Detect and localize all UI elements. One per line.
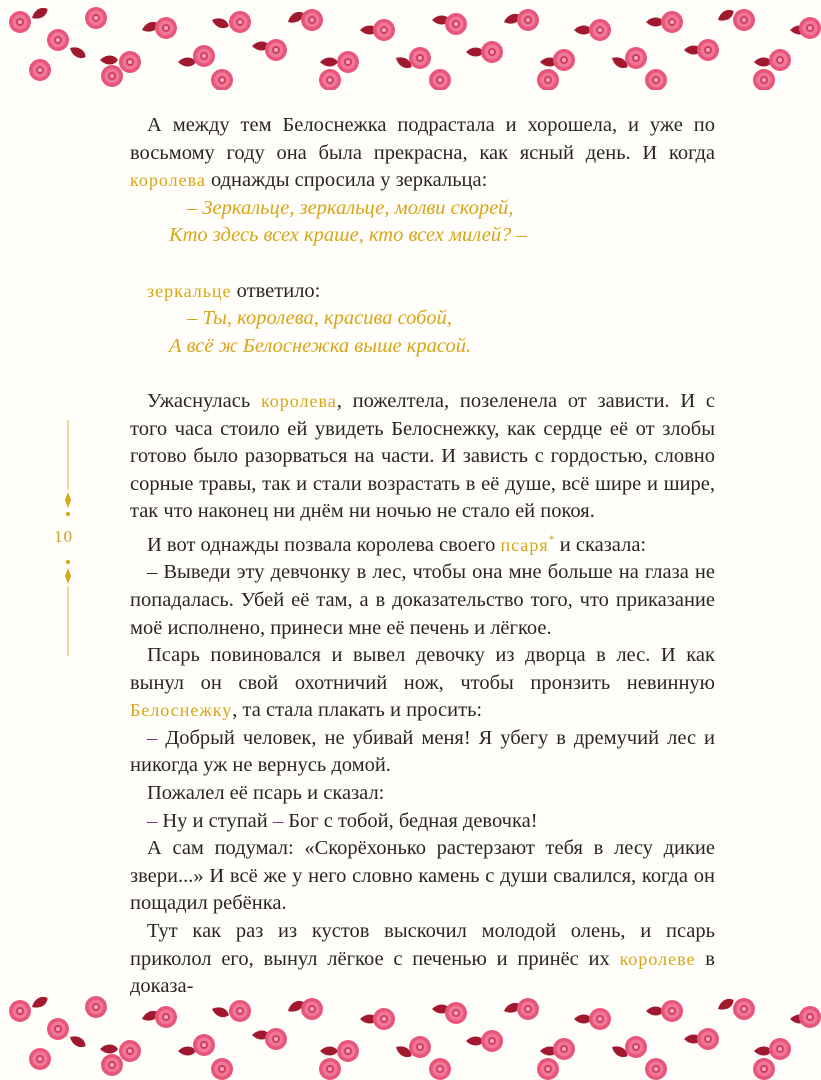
footnote-mark: * bbox=[548, 531, 555, 546]
poem bbox=[130, 195, 715, 250]
paragraph: Псарь повиновался и вывел девочку из дворца в лес. И как вынул он свой охотничий нож, чтобы пронзить невинную Белоснежку, та стала плакать и просить: bbox=[130, 644, 715, 722]
vertical-flourish-icon bbox=[62, 556, 74, 656]
page-number: 10 bbox=[54, 527, 73, 546]
paragraph: Пожалел её псарь и сказал: bbox=[147, 782, 385, 805]
paragraph: – Добрый человек, не убивай меня! Я убегу в дремучий лес и никогда уж не вернусь домой. bbox=[130, 726, 715, 777]
paragraph: И вот однажды позвала королева своего псаря* и сказала: bbox=[147, 531, 647, 556]
vertical-flourish-icon bbox=[62, 420, 74, 520]
rose-garland-icon bbox=[0, 985, 821, 1080]
paragraph: Тут как раз из кустов выскочил молодой олень, и псарь приколол его, вынул лёгкое с печенью и принёс их королеве в доказа- bbox=[130, 920, 715, 998]
paragraph: зеркальце ответило: bbox=[147, 279, 321, 302]
poem-line: Кто здесь всех краше, кто всех милей? – bbox=[169, 224, 527, 247]
paragraph: – Выведи эту девчонку в лес, чтобы она мне больше на глаза не попадалась. Убей её там, а в доказательство того, что приказание моё исполнено, принеси мне её печень и лёгкое. bbox=[130, 561, 715, 639]
name-highlight: зеркальце bbox=[147, 280, 232, 301]
name-highlight: псаря bbox=[500, 534, 549, 555]
paragraph: – Ну и ступай – Бог с тобой, бедная девочка! bbox=[147, 809, 538, 832]
paragraph: Ужаснулась королева, пожелтела, позеленела от зависти. И с того часа стоило ей увидеть Белоснежку, как сердце её от злобы готово было разорваться на части. И зависть с гордостью, словно сорные травы, так и стали возрастать в её душе, всё шире и шире, так что наконец ни днём ни ночью не стало ей покоя. bbox=[130, 389, 715, 523]
poem-line: – Ты, королева, красива собой, bbox=[187, 307, 452, 330]
poem-line: – Зеркальце, зеркальце, молви скорей, bbox=[187, 196, 514, 219]
name-highlight: Белоснежку bbox=[130, 700, 233, 721]
bottom-rose-border bbox=[0, 985, 821, 1080]
paragraph: А сам подумал: «Скорёхонько растерзают тебя в лесу дикие звери...» И всё же у него словно камень с души свалился, когда он пощадил ребёнка. bbox=[130, 837, 715, 915]
name-highlight: королева bbox=[130, 170, 206, 191]
poem-line: А всё ж Белоснежка выше красой. bbox=[169, 334, 472, 357]
rose-garland-icon bbox=[0, 0, 821, 90]
paragraph: А между тем Белоснежка подрастала и хорошела, и уже по восьмому году она была прекрасна, как ясный день. И когда королева однажды спросила у зеркальца: bbox=[130, 114, 715, 192]
top-rose-border bbox=[0, 0, 821, 90]
story-text bbox=[130, 112, 715, 1001]
poem bbox=[130, 305, 715, 360]
name-highlight: королева bbox=[260, 390, 337, 411]
name-highlight: королеве bbox=[619, 948, 696, 969]
